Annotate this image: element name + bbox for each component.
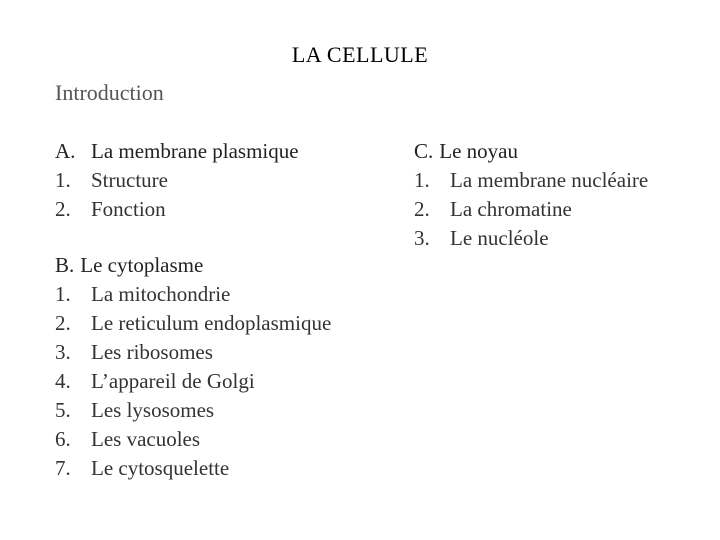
introduction-text: Introduction xyxy=(55,80,164,105)
page-title: LA CELLULE xyxy=(291,42,429,67)
item-text: L’appareil de Golgi xyxy=(91,369,255,393)
item-number: 2. xyxy=(55,197,71,221)
section-letter: C. xyxy=(414,139,434,163)
item-number: 1. xyxy=(55,168,71,192)
section-heading xyxy=(55,137,299,166)
section-item-list xyxy=(55,280,331,483)
list-item xyxy=(55,454,331,483)
item-text: Fonction xyxy=(91,197,166,221)
item-text: La chromatine xyxy=(450,197,572,221)
list-item xyxy=(414,166,648,195)
item-number: 7. xyxy=(55,456,71,480)
item-number: 1. xyxy=(55,282,71,306)
list-item xyxy=(414,195,648,224)
item-text: La mitochondrie xyxy=(91,282,231,306)
section-item-list xyxy=(414,166,648,253)
section-noyau xyxy=(414,137,648,253)
item-number: 2. xyxy=(414,197,430,221)
section-cytoplasme xyxy=(55,251,331,483)
section-letter: B. xyxy=(55,253,75,277)
section-title: Le noyau xyxy=(439,139,518,163)
item-text: La membrane nucléaire xyxy=(450,168,649,192)
item-number: 1. xyxy=(414,168,430,192)
list-item xyxy=(55,166,299,195)
item-number: 3. xyxy=(55,340,71,364)
item-text: Structure xyxy=(91,168,168,192)
item-number: 6. xyxy=(55,427,71,451)
item-number: 4. xyxy=(55,369,71,393)
section-heading xyxy=(55,251,331,280)
section-membrane-plasmique xyxy=(55,137,299,224)
item-text: Les ribosomes xyxy=(91,340,213,364)
list-item xyxy=(55,280,331,309)
list-item xyxy=(55,195,299,224)
item-text: Les vacuoles xyxy=(91,427,201,451)
section-title: La membrane plasmique xyxy=(91,139,299,163)
list-item xyxy=(55,367,331,396)
item-text: Le nucléole xyxy=(450,226,549,250)
item-number: 5. xyxy=(55,398,71,422)
section-heading xyxy=(414,137,648,166)
item-text: Les lysosomes xyxy=(91,398,215,422)
item-text: Le cytosquelette xyxy=(91,456,230,480)
section-item-list xyxy=(55,166,299,224)
list-item xyxy=(55,396,331,425)
list-item xyxy=(414,224,648,253)
item-text: Le reticulum endoplasmique xyxy=(91,311,332,335)
item-number: 2. xyxy=(55,311,71,335)
section-title: Le cytoplasme xyxy=(80,253,204,277)
list-item xyxy=(55,309,331,338)
list-item xyxy=(55,425,331,454)
list-item xyxy=(55,338,331,367)
item-number: 3. xyxy=(414,226,430,250)
section-letter: A. xyxy=(55,139,76,163)
